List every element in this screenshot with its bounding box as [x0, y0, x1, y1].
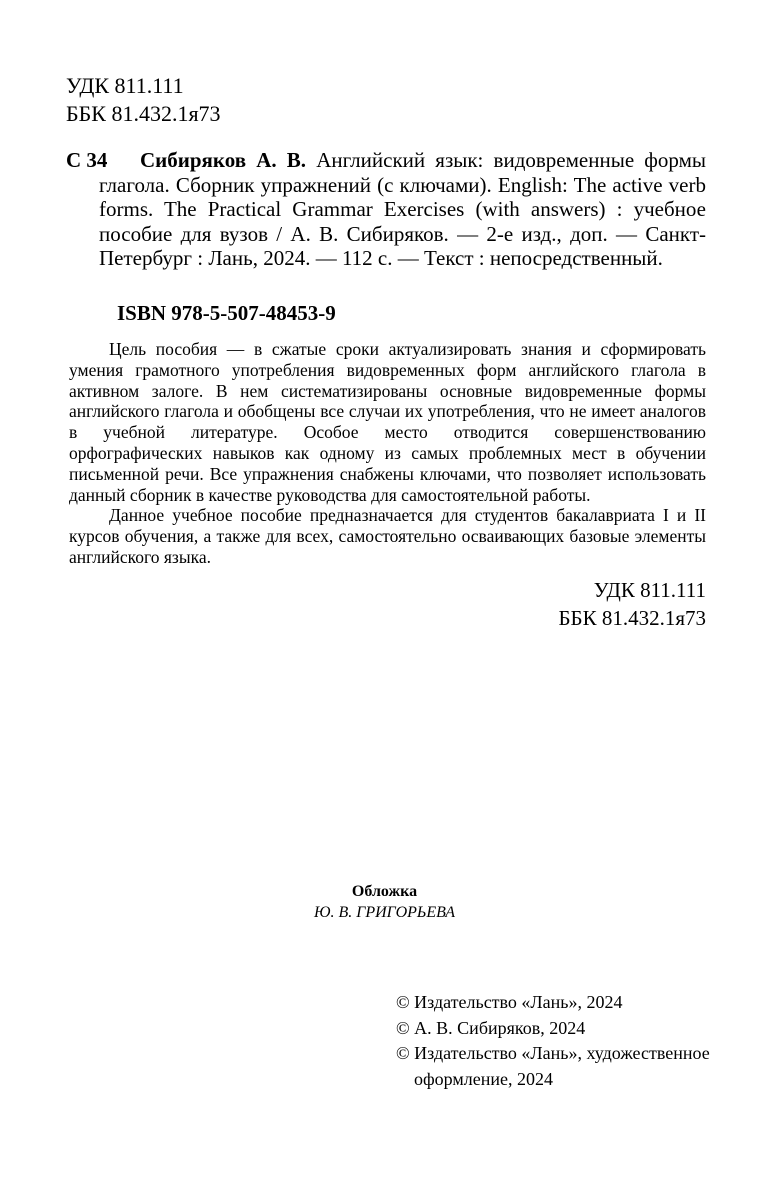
udc-bbk-top-block	[66, 72, 221, 128]
annotation-paragraph-1: Цель пособия — в сжатые сроки актуализировать знания и сформировать умения грамотного употребления видовременных форм английского глагола в активном залоге. В нем систематизированы основные видовременные формы английского глагола и обобщены все случаи их употребления, что не имеет аналогов в учебной литературе. Особое место отводится совершенствованию орфографических навыков как одному из самых проблемных мест в обучении письменной речи. Все упражнения снабжены ключами, что позволяет использовать данный сборник в качестве руководства для самостоятельной работы.	[69, 339, 706, 505]
cover-credit-name: Ю. В. ГРИГОРЬЕВА	[313, 904, 456, 921]
catalog-entry	[66, 148, 706, 271]
catalog-entry-text	[99, 148, 706, 271]
bbk-bottom-line: ББК 81.432.1я73	[558, 606, 706, 630]
cover-credit-block	[0, 881, 769, 923]
copyright-block	[396, 990, 714, 1092]
isbn-line: ISBN 978-5-507-48453-9	[117, 301, 336, 325]
catalog-entry-description: Английский язык: видовременные формы глагола. Сборник упражнений (с ключами). English: The active verb forms. The Practical Grammar Exercises (with answers) : учебное пособие для вузов / А. В. Сибиряков. — 2-е изд., доп. — Санкт-Петербург : Лань, 2024. — 112 с. — Текст : непосредственный.	[99, 148, 706, 270]
catalog-entry-code: С 34	[66, 148, 108, 172]
udc-top-line: УДК 811.111	[66, 73, 184, 98]
udc-bottom-line: УДК 811.111	[593, 578, 706, 602]
copyright-line-publisher: © Издательство «Лань», 2024	[396, 992, 623, 1012]
bbk-top-line: ББК 81.432.1я73	[66, 101, 221, 126]
copyright-line-design: © Издательство «Лань», художественное оформление, 2024	[396, 1043, 710, 1089]
catalog-entry-author: Сибиряков А. В.	[140, 148, 307, 172]
annotation-paragraph-2: Данное учебное пособие предназначается для студентов бакалавриата I и II курсов обучения, а также для всех, самостоятельно осваивающих базовые элементы английского языка.	[69, 505, 706, 567]
udc-bbk-bottom-block	[558, 576, 706, 632]
copyright-line-author: © А. В. Сибиряков, 2024	[396, 1017, 586, 1038]
cover-credit-label: Обложка	[351, 883, 418, 900]
